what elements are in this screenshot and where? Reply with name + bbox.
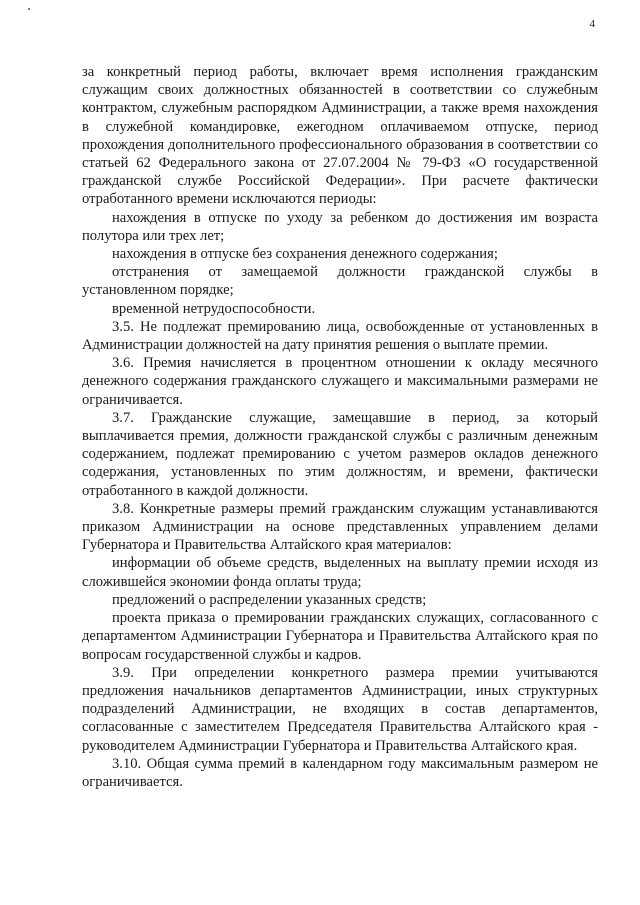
clause-3-7: 3.7. Гражданские служащие, замещавшие в период, за который выплачивается премия, должности гражданской службы с различным денежным содержанием, подлежат премированию с учетом размеров окладов денежного содержания, установленных по этим должностям, и времени, фактически отработанного в каждой должности.	[82, 409, 598, 499]
list-item-funds-info: информации об объеме средств, выделенных на выплату премии исходя из сложившейся экономии фонда оплаты труда;	[82, 555, 598, 590]
clause-3-5: 3.5. Не подлежат премированию лица, освобожденные от установленных в Администрации должностей на дату принятия решения о выплате премии.	[82, 318, 598, 354]
body-text	[82, 63, 598, 791]
list-item-suspension: отстранения от замещаемой должности гражданской службы в установленном порядке;	[82, 264, 598, 299]
list-item-childcare-leave: нахождения в отпуске по уходу за ребенком до достижения им возраста полутора или трех лет;	[82, 209, 598, 244]
list-item-distribution-proposals: предложений о распределении указанных средств;	[112, 591, 427, 608]
paragraph-continuation: за конкретный период работы, включает время исполнения гражданским служащим своих должностных обязанностей в соответствии со служебным контрактом, служебным распорядком Администрации, а также время нахождения в служебной командировке, ежегодном оплачиваемом отпуске, период прохождения дополнительного профессионального образования в соответствии со статьей 62 Федерального закона от 27.07.2004 № 79-ФЗ «О государственной гражданской службе Российской Федерации». При расчете фактически отработанного времени исключаются периоды:	[82, 64, 598, 208]
clause-3-8: 3.8. Конкретные размеры премий гражданским служащим устанавливаются приказом Администрации на основе представленных управлением делами Губернатора и Правительства Алтайского края материалов:	[82, 500, 598, 554]
list-item-disability: временной нетрудоспособности.	[112, 300, 316, 317]
clause-3-9: 3.9. При определении конкретного размера премии учитываются предложения начальников департаментов Администрации, иных структурных подразделений Администрации, не входящих в состав департаментов, согласованные с заместителем Председателя Правительства Алтайского края - руководителем Администрации Губернатора и Правительства Алтайского края.	[82, 664, 598, 754]
list-item-unpaid-leave: нахождения в отпуске без сохранения денежного содержания;	[112, 246, 498, 263]
page-number: 4	[589, 18, 595, 30]
clause-3-6: 3.6. Премия начисляется в процентном отношении к окладу месячного денежного содержания гражданского служащего и максимальными размерами не ограничивается.	[82, 355, 598, 408]
scan-speck	[28, 8, 30, 10]
clause-3-10: 3.10. Общая сумма премий в календарном году максимальным размером не ограничивается.	[82, 755, 598, 790]
list-item-draft-order: проекта приказа о премировании гражданских служащих, согласованного с департаментом Администрации Губернатора и Правительства Алтайского края по вопросам государственной службы и кадров.	[82, 610, 598, 663]
